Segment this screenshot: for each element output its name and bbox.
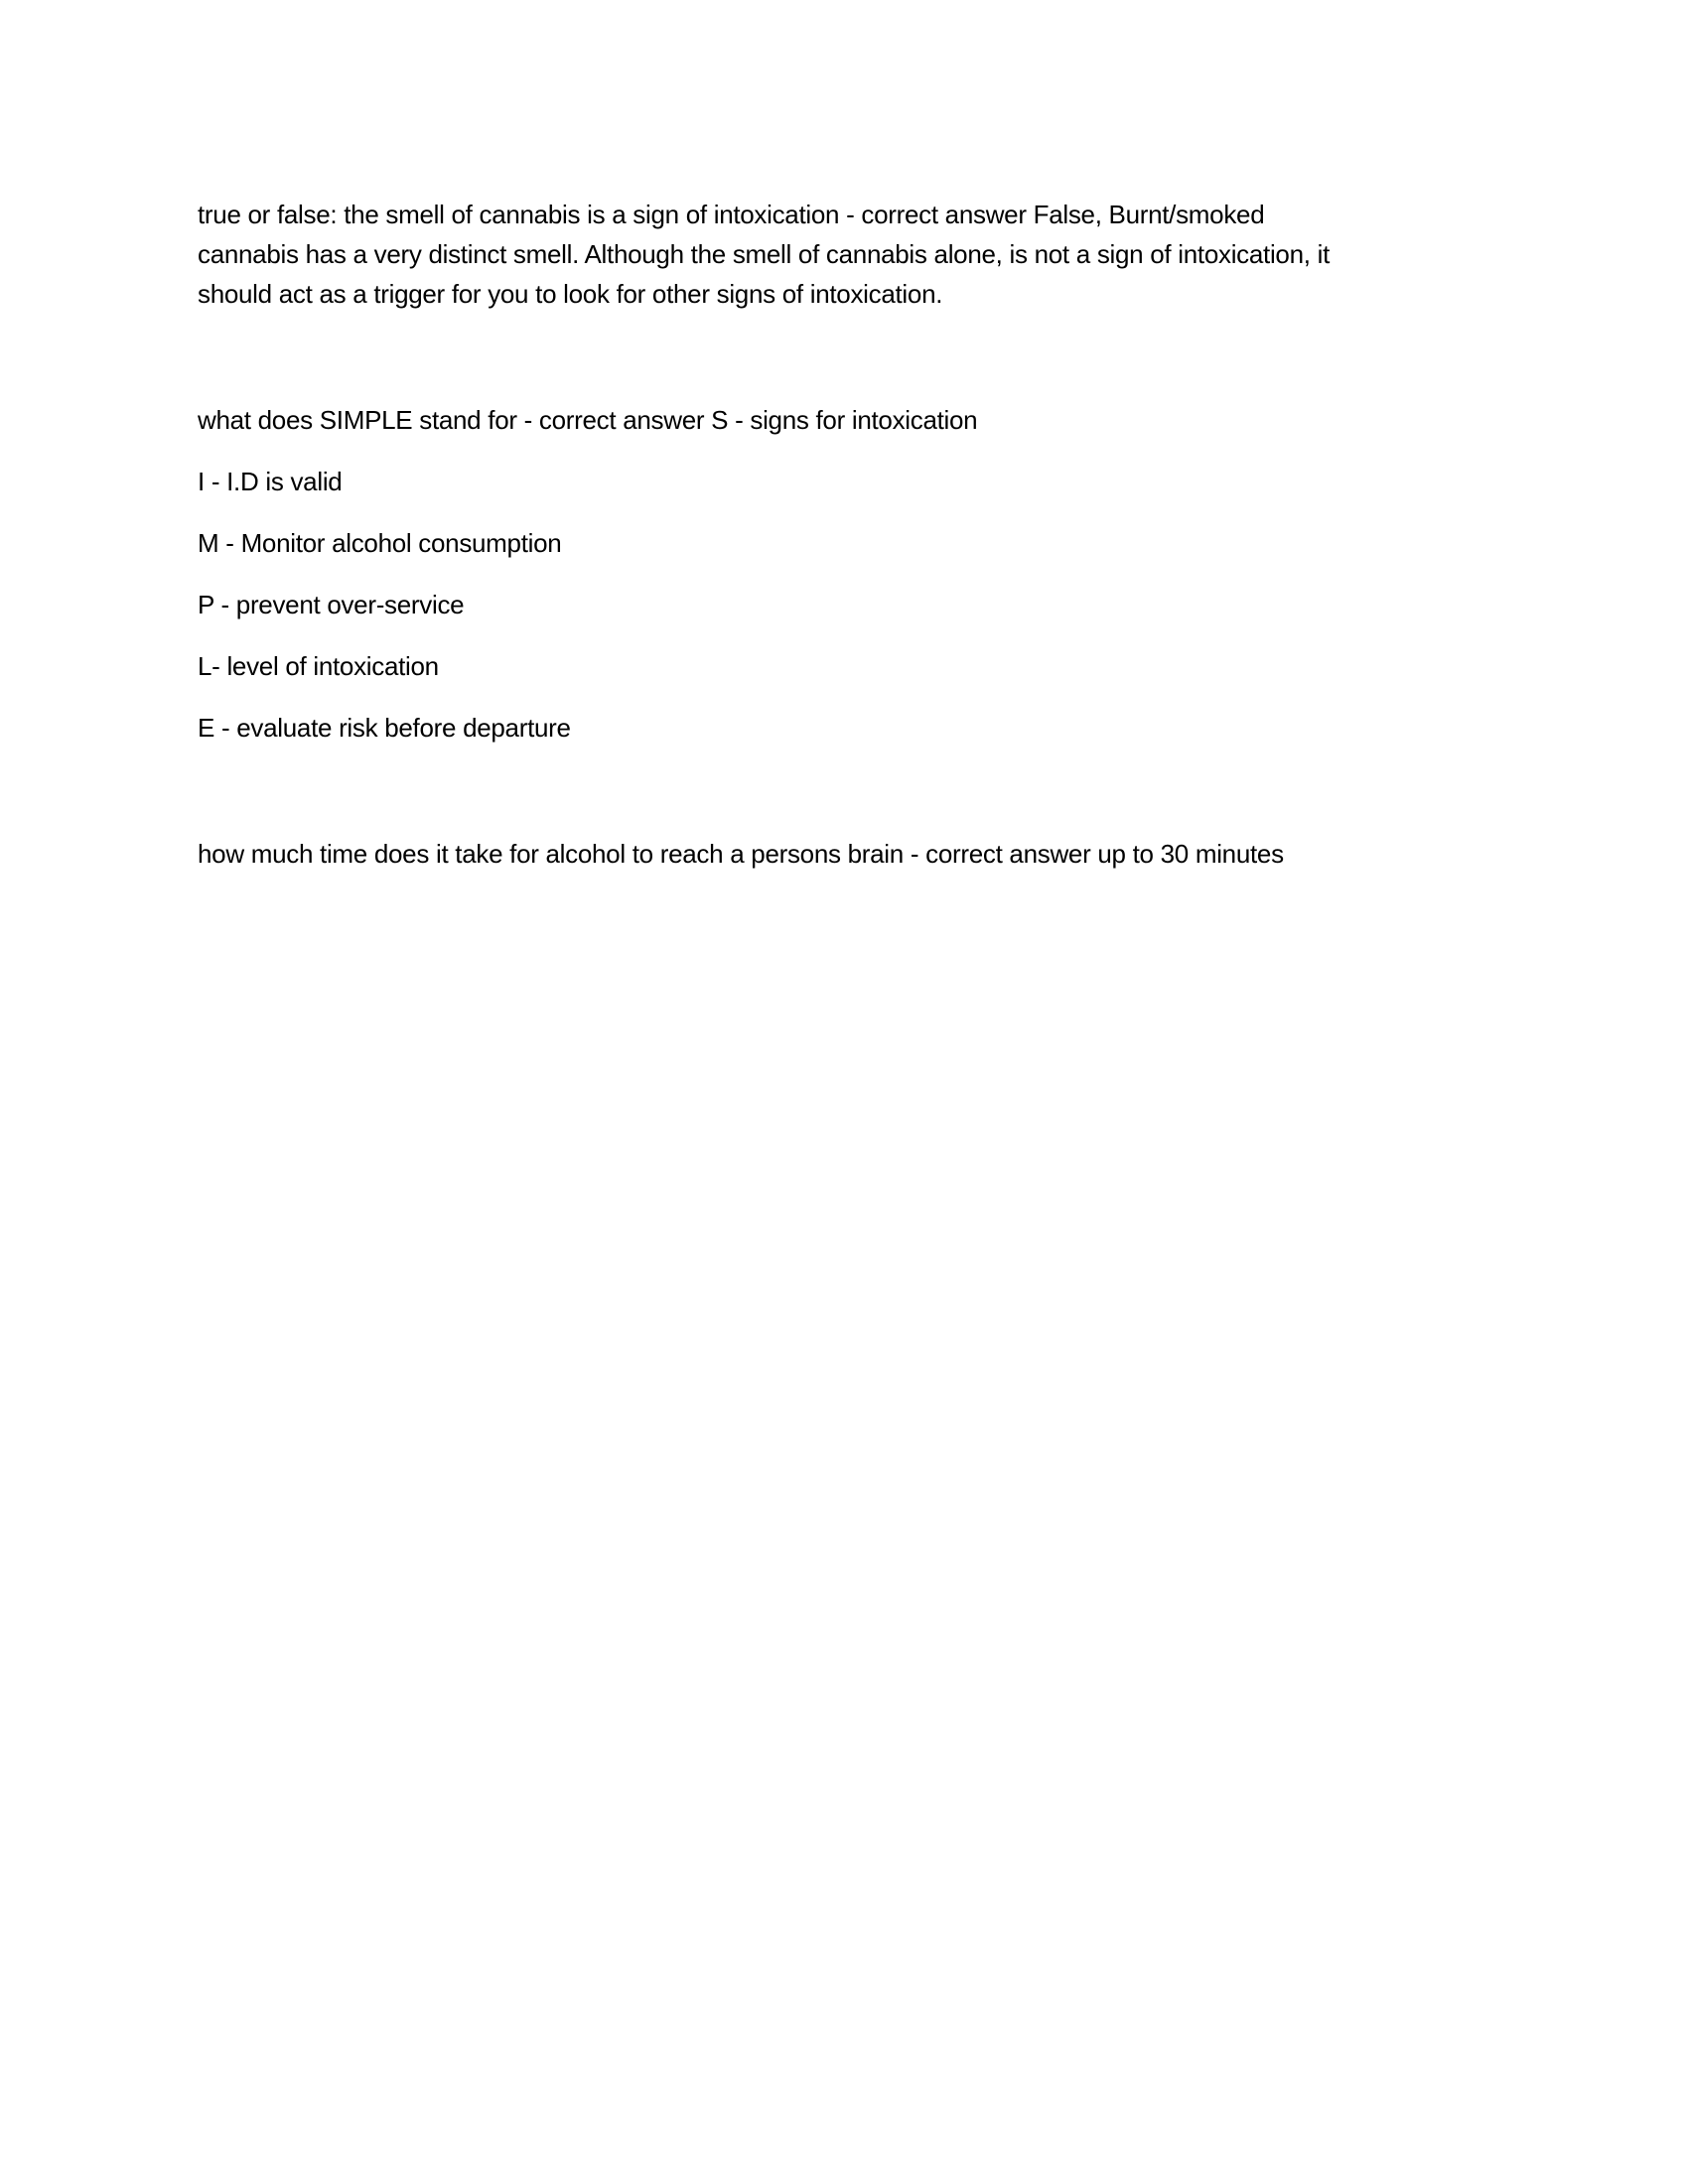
qa-1-line-2: cannabis has a very distinct smell. Although the smell of cannabis alone, is not a sign of intoxication, it — [198, 239, 1330, 269]
simple-item-e: E - evaluate risk before departure — [198, 713, 571, 743]
qa-1-line-3: should act as a trigger for you to look for other signs of intoxication. — [198, 279, 943, 309]
simple-item-m: M - Monitor alcohol consumption — [198, 528, 562, 558]
qa-1-line-1: true or false: the smell of cannabis is a sign of intoxication - correct answer False, Burnt/smoked — [198, 200, 1265, 229]
simple-item-i: I - I.D is valid — [198, 467, 343, 496]
simple-item-l: L- level of intoxication — [198, 651, 439, 681]
qa-2-question: what does SIMPLE stand for - correct answer S - signs for intoxication — [198, 405, 978, 435]
qa-3-line-1: how much time does it take for alcohol to reach a persons brain - correct answer up to 30 minutes — [198, 839, 1284, 869]
simple-item-p: P - prevent over-service — [198, 590, 465, 619]
